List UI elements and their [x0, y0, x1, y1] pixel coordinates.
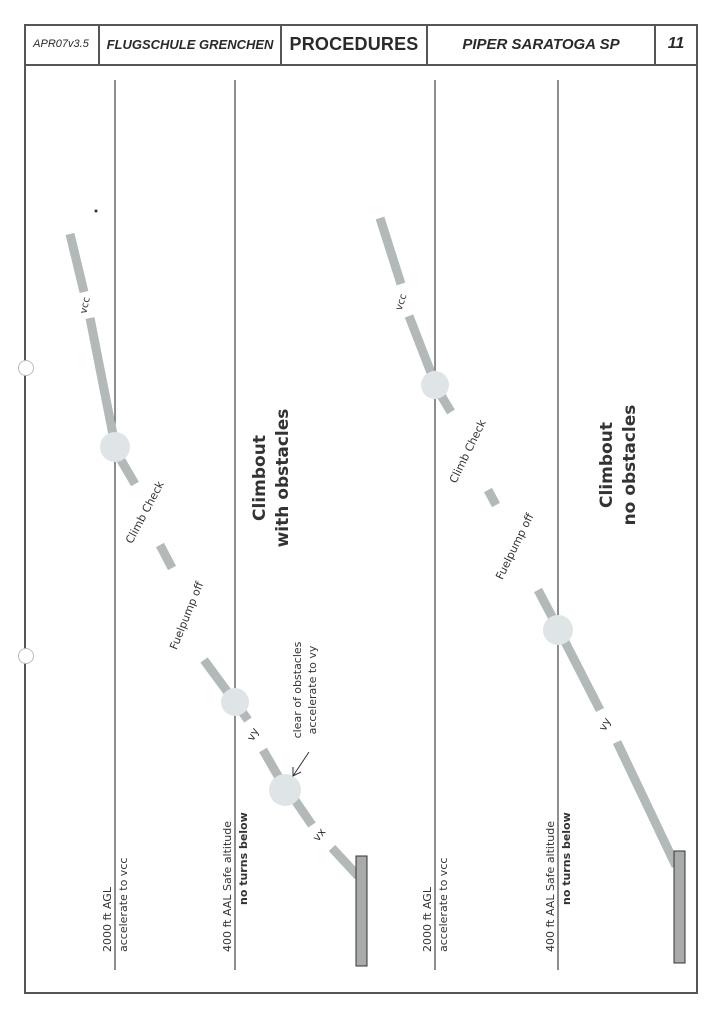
waypoint-400ft-left: [221, 688, 249, 716]
label-fuelpump-left: Fuelpump off: [167, 579, 207, 652]
school-name: FLUGSCHULE GRENCHEN: [100, 24, 282, 64]
waypoint-clear-obstacles: [269, 774, 301, 806]
line-2000-title-left: 2000 ft AGL: [101, 887, 114, 952]
climb-path-with-obstacles: [70, 234, 358, 876]
version-label: APR07v3.5: [24, 24, 100, 64]
annotation-accelerate-vy: accelerate to vy: [306, 645, 319, 735]
page-number: 11: [667, 35, 685, 52]
line-2000-title-right: 2000 ft AGL: [421, 887, 434, 952]
label-vx-left: vx: [310, 825, 329, 844]
runway-left: [356, 856, 367, 966]
stray-dot: [95, 210, 98, 213]
line-400-sub-left: no turns below: [237, 812, 250, 905]
panel-title-with-obstacles-line1: Climbout: [250, 435, 270, 521]
line-2000-sub-right: accelerate to vcc: [437, 857, 450, 952]
runway-right: [674, 851, 685, 963]
label-fuelpump-right: Fuelpump off: [493, 511, 537, 582]
label-vy-left: vy: [244, 725, 262, 744]
panel-title-no-obstacles-line1: Climbout: [597, 422, 617, 508]
aircraft-name: PIPER SARATOGA SP: [428, 24, 656, 64]
line-400-title-left: 400 ft AAL Safe altitude: [221, 820, 234, 952]
panel-title-with-obstacles-line2: with obstacles: [273, 408, 293, 548]
label-climb-check-left: Climb Check: [123, 478, 167, 546]
line-400-title-right: 400 ft AAL Safe altitude: [544, 820, 557, 952]
section-title: PROCEDURES: [282, 24, 428, 64]
annotation-clear-obstacles: clear of obstacles: [291, 641, 304, 739]
waypoint-2000ft-left: [100, 432, 130, 462]
waypoint-400ft-right: [543, 615, 573, 645]
label-climb-check-right: Climb Check: [446, 417, 489, 486]
annotation-arrow: [293, 752, 309, 776]
climb-path-no-obstacles: [380, 218, 676, 866]
label-vcc-right: vcc: [393, 292, 410, 312]
panel-title-no-obstacles-line2: no obstacles: [620, 404, 640, 526]
label-vy-right: vy: [596, 715, 614, 734]
line-2000-sub-left: accelerate to vcc: [117, 857, 130, 952]
label-vcc-left: vcc: [78, 295, 93, 315]
waypoint-2000ft-right: [421, 371, 449, 399]
line-400-sub-right: no turns below: [560, 812, 573, 905]
